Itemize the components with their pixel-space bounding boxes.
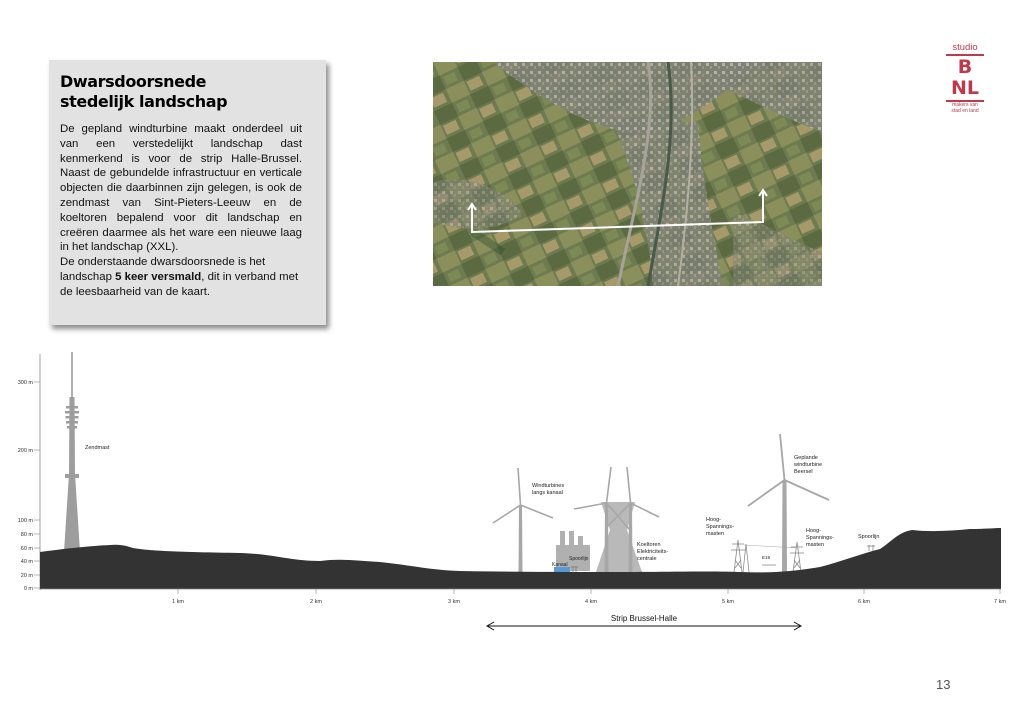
railway-marker [867,545,875,551]
power-line [744,545,796,548]
y-tick-label: 300 m [17,380,33,386]
y-tick-label: 100 m [17,518,33,524]
strip-label: Strip Brussel-Halle [610,614,678,623]
label-koeltoren: Koeltoren [637,542,661,548]
panel-body-2-bold: 5 keer versmald [115,270,202,283]
page-number: 13 [936,677,951,692]
label-spoorlijn: Spoorlijn [858,534,880,540]
description-panel [49,60,326,325]
x-tick-label: 7 km [994,599,1006,605]
label-hoogspanning: Spannings- [806,535,834,541]
y-tick-label: 20 m [20,573,33,579]
logo-studio: studio [952,42,978,53]
y-tick-label: 0 m [23,586,33,592]
aerial-photo [433,62,822,286]
label-windturbines: langs kanaal [532,490,563,496]
cooling-tower [596,502,642,572]
x-tick-label: 2 km [310,599,322,605]
panel-body: De gepland windturbine maakt onderdeel uit van een verstedelijkt landschap dast kenmerkend is voor de strip Halle-Brussel. Naast de gebundelde infrastructuur en verticale objecten die daarbinnen zijn gelegen, is ook de zendmast van Sint-Pieters-Leeuw en de koeltoren bepalend voor dit landschap en creëren daarmee als het ware een nieuwe laag in het landschap (XXL). [60,123,302,254]
cross-section [0,340,1023,640]
power-pylon [731,540,749,572]
y-tick-label: 40 m [20,559,33,565]
label-spoorlijn: Spoorlijn [569,556,589,562]
power-pylon [790,542,804,572]
label-geplande-turbine: Geplande [794,455,818,461]
panel-body-2 [60,255,302,299]
label-hoogspanning: masten [806,542,825,548]
x-axis-ticks [172,589,1006,605]
y-tick-label: 200 m [17,448,33,454]
label-hoogspanning: Spannings- [706,524,734,530]
logo-sub2: stad en land [951,107,979,114]
x-tick-label: 4 km [585,599,597,605]
y-axis-ticks [18,380,40,592]
logo-b: B [957,56,973,78]
strip-arrow [487,622,801,630]
label-geplande-turbine: windturbine [794,462,823,468]
label-zendmast: Zendmast [85,445,110,451]
y-tick-label: 60 m [20,546,33,552]
panel-body-2-post: , dit in verband met de leesbaarheid van de kaart. [60,270,299,298]
label-koeltoren: Elektriciteits- [637,549,669,555]
label-kanaal: Kanaal [552,562,568,568]
studio-bnl-logo [946,42,984,114]
panel-title-line1: Dwarsdoorsnede [60,72,207,91]
x-tick-label: 3 km [448,599,460,605]
logo-nl: NL [950,77,979,99]
label-hoogspanning: Hoog- [706,517,721,523]
logo-sub1: makers van [952,102,978,108]
x-tick-label: 5 km [722,599,734,605]
aerial-photo-svg [433,62,822,286]
label-windturbines: Windturbines [532,483,565,489]
section-annotations [85,445,879,568]
x-tick-label: 1 km [172,599,184,605]
label-hoogspanning: Hoog- [806,528,821,534]
zendmast-tower [64,352,80,552]
label-geplande-turbine: Beersel [794,469,813,475]
panel-body-2-pre: De onderstaande dwarsdoorsnede is het landschap [60,256,266,283]
panel-title-line2: stedelijk landschap [60,92,228,111]
y-tick-label: 80 m [20,532,33,538]
label-e19: E19 [762,555,771,560]
label-hoogspanning: masten [706,531,725,537]
x-tick-label: 6 km [858,599,870,605]
panel-title [60,72,302,112]
label-koeltoren: centrale [637,556,657,562]
